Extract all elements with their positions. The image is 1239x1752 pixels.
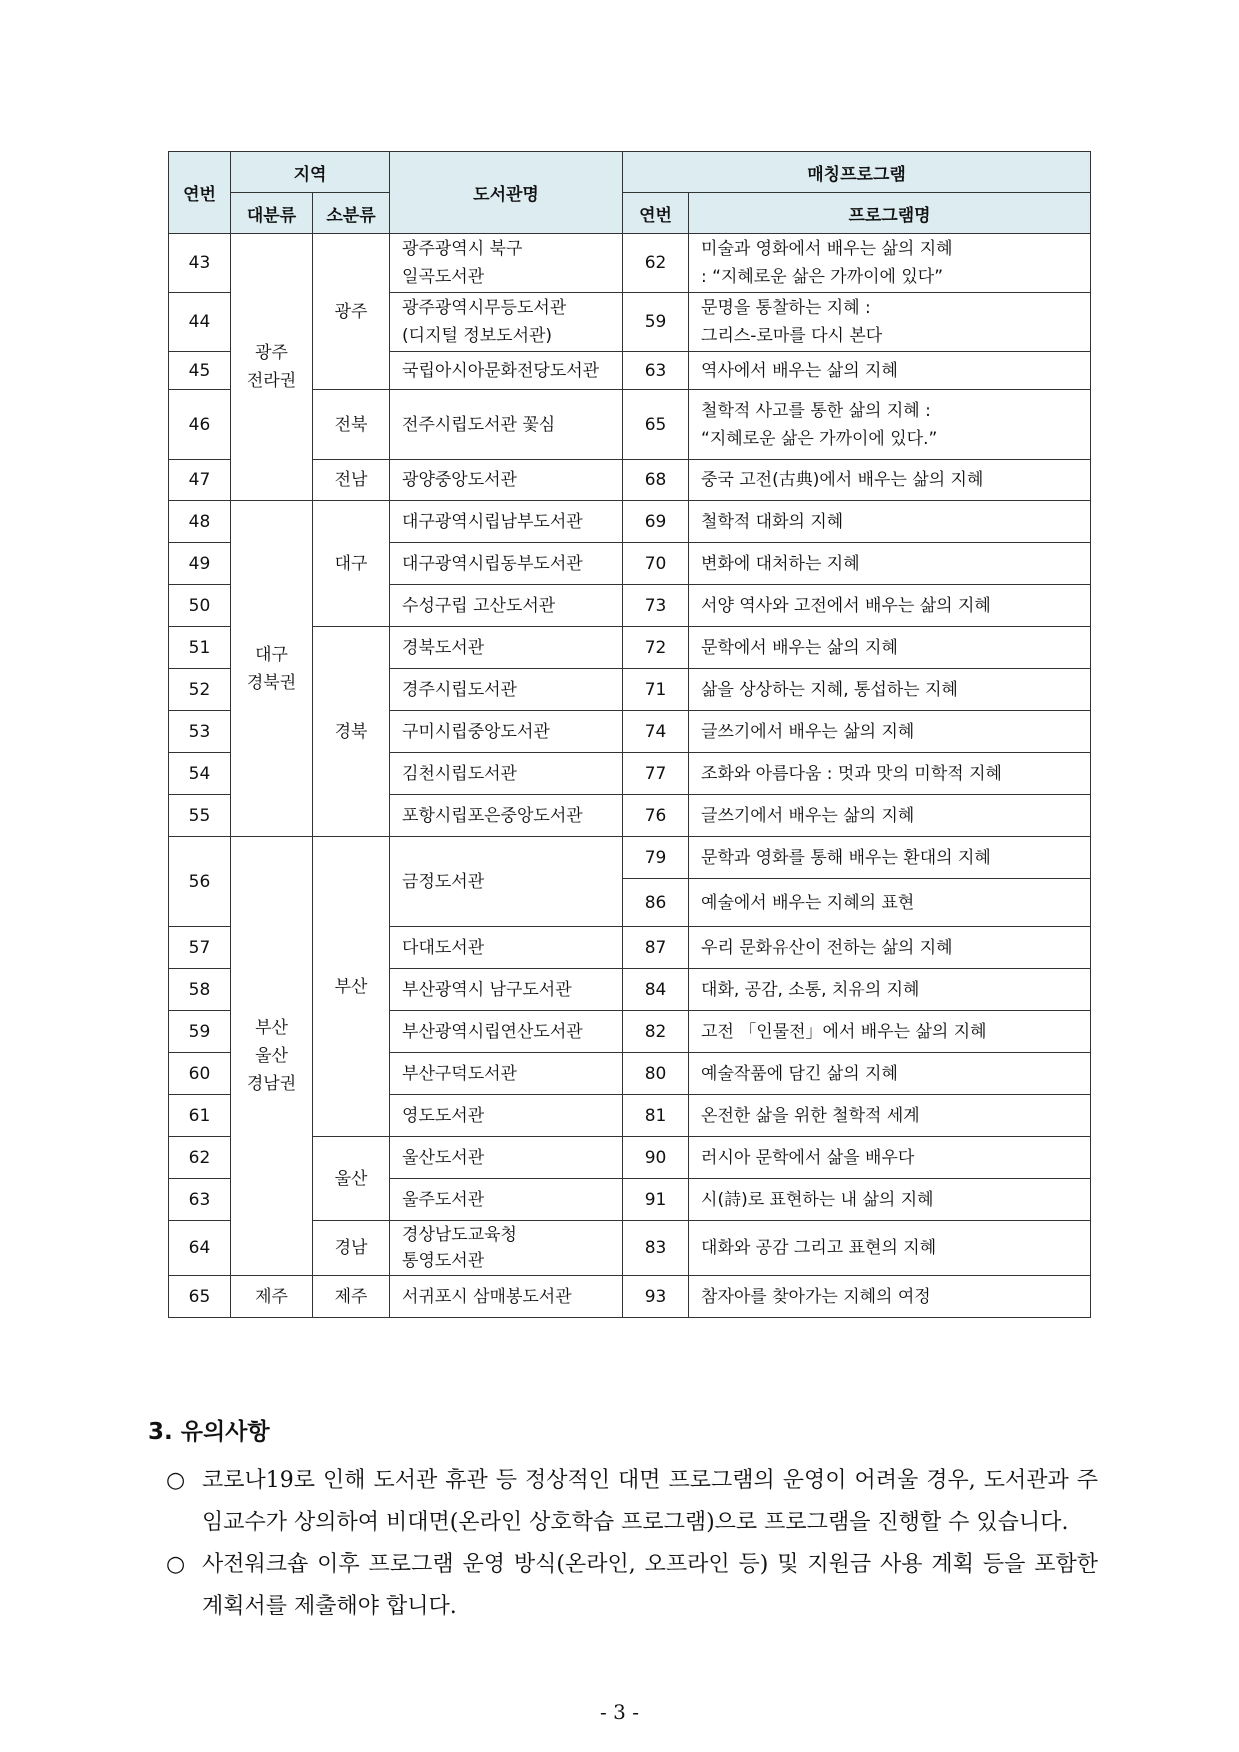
program-no: 79 bbox=[623, 837, 689, 879]
header-minor: 소분류 bbox=[313, 193, 390, 234]
library-name: 서귀포시 삼매봉도서관 bbox=[390, 1276, 623, 1318]
program-name: 시(詩)로 표현하는 내 삶의 지혜 bbox=[689, 1179, 1091, 1221]
program-no: 80 bbox=[623, 1053, 689, 1095]
program-no: 63 bbox=[623, 352, 689, 390]
program-name: 글쓰기에서 배우는 삶의 지혜 bbox=[689, 711, 1091, 753]
program-name: 중국 고전(古典)에서 배우는 삶의 지혜 bbox=[689, 460, 1091, 501]
program-name: 문학에서 배우는 삶의 지혜 bbox=[689, 627, 1091, 669]
table-body bbox=[169, 234, 1091, 1318]
minor-region: 부산 bbox=[313, 837, 390, 1137]
program-no: 59 bbox=[623, 293, 689, 352]
row-no: 55 bbox=[169, 795, 231, 837]
header-prog-no: 연번 bbox=[623, 193, 689, 234]
program-name: 변화에 대처하는 지혜 bbox=[689, 543, 1091, 585]
library-name: 경주시립도서관 bbox=[390, 669, 623, 711]
program-no: 68 bbox=[623, 460, 689, 501]
program-name: 예술에서 배우는 지혜의 표현 bbox=[689, 879, 1091, 927]
program-no: 69 bbox=[623, 501, 689, 543]
program-name: 철학적 사고를 통한 삶의 지혜 : “지혜로운 삶은 가까이에 있다.” bbox=[689, 390, 1091, 460]
bullet-circle-icon: ○ bbox=[166, 1468, 186, 1493]
minor-region: 울산 bbox=[313, 1137, 390, 1221]
program-name: 온전한 삶을 위한 철학적 세계 bbox=[689, 1095, 1091, 1137]
program-no: 90 bbox=[623, 1137, 689, 1179]
program-name: 우리 문화유산이 전하는 삶의 지혜 bbox=[689, 927, 1091, 969]
major-region: 제주 bbox=[231, 1276, 313, 1318]
header-no: 연번 bbox=[169, 152, 231, 234]
major-region: 대구 경북권 bbox=[231, 501, 313, 837]
program-name: 문학과 영화를 통해 배우는 환대의 지혜 bbox=[689, 837, 1091, 879]
row-no: 50 bbox=[169, 585, 231, 627]
program-name: 대화와 공감 그리고 표현의 지혜 bbox=[689, 1221, 1091, 1276]
program-no: 87 bbox=[623, 927, 689, 969]
row-no: 61 bbox=[169, 1095, 231, 1137]
header-major: 대분류 bbox=[231, 193, 313, 234]
table-row bbox=[169, 501, 1091, 543]
program-no: 65 bbox=[623, 390, 689, 460]
program-no: 91 bbox=[623, 1179, 689, 1221]
row-no: 65 bbox=[169, 1276, 231, 1318]
library-name: 다대도서관 bbox=[390, 927, 623, 969]
minor-region: 전북 bbox=[313, 390, 390, 460]
library-name: 수성구립 고산도서관 bbox=[390, 585, 623, 627]
row-no: 57 bbox=[169, 927, 231, 969]
library-name: 구미시립중앙도서관 bbox=[390, 711, 623, 753]
row-no: 44 bbox=[169, 293, 231, 352]
program-no: 71 bbox=[623, 669, 689, 711]
library-name: 경상남도교육청 통영도서관 bbox=[390, 1221, 623, 1276]
program-name: 조화와 아름다움 : 멋과 맛의 미학적 지혜 bbox=[689, 753, 1091, 795]
minor-region: 경남 bbox=[313, 1221, 390, 1276]
header-region: 지역 bbox=[231, 152, 390, 193]
program-name: 문명을 통찰하는 지혜 : 그리스-로마를 다시 본다 bbox=[689, 293, 1091, 352]
library-name: 전주시립도서관 꽃심 bbox=[390, 390, 623, 460]
row-no: 43 bbox=[169, 234, 231, 293]
program-no: 72 bbox=[623, 627, 689, 669]
library-name: 영도도서관 bbox=[390, 1095, 623, 1137]
library-name: 대구광역시립남부도서관 bbox=[390, 501, 623, 543]
header-library: 도서관명 bbox=[390, 152, 623, 234]
bullet-circle-icon: ○ bbox=[166, 1552, 186, 1577]
library-name: 경북도서관 bbox=[390, 627, 623, 669]
program-no: 82 bbox=[623, 1011, 689, 1053]
table-row bbox=[169, 1276, 1091, 1318]
row-no: 51 bbox=[169, 627, 231, 669]
row-no: 48 bbox=[169, 501, 231, 543]
page-number: - 3 - bbox=[600, 1700, 639, 1724]
library-name: 금정도서관 bbox=[390, 837, 623, 927]
row-no: 52 bbox=[169, 669, 231, 711]
row-no: 53 bbox=[169, 711, 231, 753]
note-item bbox=[148, 1460, 1098, 1544]
note-text: 코로나19로 인해 도서관 휴관 등 정상적인 대면 프로그램의 운영이 어려울 경우, 도서관과 주임교수가 상의하여 비대면(온라인 상호학습 프로그램)으로 프로그램을 진행할 수 있습니다. bbox=[202, 1468, 1098, 1535]
program-no: 76 bbox=[623, 795, 689, 837]
minor-region: 제주 bbox=[313, 1276, 390, 1318]
row-no: 60 bbox=[169, 1053, 231, 1095]
note-item bbox=[148, 1544, 1098, 1628]
library-name: 광양중앙도서관 bbox=[390, 460, 623, 501]
row-no: 49 bbox=[169, 543, 231, 585]
program-no: 62 bbox=[623, 234, 689, 293]
minor-region: 대구 bbox=[313, 501, 390, 627]
program-no: 70 bbox=[623, 543, 689, 585]
library-name: 포항시립포은중앙도서관 bbox=[390, 795, 623, 837]
program-name: 철학적 대화의 지혜 bbox=[689, 501, 1091, 543]
program-no: 84 bbox=[623, 969, 689, 1011]
program-name: 글쓰기에서 배우는 삶의 지혜 bbox=[689, 795, 1091, 837]
program-no: 73 bbox=[623, 585, 689, 627]
program-no: 81 bbox=[623, 1095, 689, 1137]
library-name: 대구광역시립동부도서관 bbox=[390, 543, 623, 585]
library-name: 광주광역시 북구 일곡도서관 bbox=[390, 234, 623, 293]
notes-section bbox=[148, 1413, 1098, 1628]
major-region: 부산 울산 경남권 bbox=[231, 837, 313, 1276]
program-no: 77 bbox=[623, 753, 689, 795]
minor-region: 광주 bbox=[313, 234, 390, 390]
header-matching: 매칭프로그램 bbox=[623, 152, 1091, 193]
library-name: 울주도서관 bbox=[390, 1179, 623, 1221]
row-no: 47 bbox=[169, 460, 231, 501]
library-name: 부산구덕도서관 bbox=[390, 1053, 623, 1095]
library-name: 김천시립도서관 bbox=[390, 753, 623, 795]
library-name: 국립아시아문화전당도서관 bbox=[390, 352, 623, 390]
table-row bbox=[169, 837, 1091, 879]
row-no: 64 bbox=[169, 1221, 231, 1276]
header-prog-name: 프로그램명 bbox=[689, 193, 1091, 234]
row-no: 56 bbox=[169, 837, 231, 927]
row-no: 59 bbox=[169, 1011, 231, 1053]
program-name: 대화, 공감, 소통, 치유의 지혜 bbox=[689, 969, 1091, 1011]
notes-heading: 3. 유의사항 bbox=[148, 1419, 270, 1445]
minor-region: 경북 bbox=[313, 627, 390, 837]
note-text: 사전워크숍 이후 프로그램 운영 방식(온라인, 오프라인 등) 및 지원금 사용 계획 등을 포함한 계획서를 제출해야 합니다. bbox=[202, 1552, 1098, 1619]
program-no: 86 bbox=[623, 879, 689, 927]
program-name: 서양 역사와 고전에서 배우는 삶의 지혜 bbox=[689, 585, 1091, 627]
library-program-table bbox=[168, 151, 1091, 1318]
library-name: 광주광역시무등도서관 (디지털 정보도서관) bbox=[390, 293, 623, 352]
library-name: 울산도서관 bbox=[390, 1137, 623, 1179]
program-name: 삶을 상상하는 지혜, 통섭하는 지혜 bbox=[689, 669, 1091, 711]
program-no: 83 bbox=[623, 1221, 689, 1276]
program-name: 러시아 문학에서 삶을 배우다 bbox=[689, 1137, 1091, 1179]
library-name: 부산광역시립연산도서관 bbox=[390, 1011, 623, 1053]
row-no: 62 bbox=[169, 1137, 231, 1179]
row-no: 45 bbox=[169, 352, 231, 390]
program-name: 고전 「인물전」에서 배우는 삶의 지혜 bbox=[689, 1011, 1091, 1053]
row-no: 63 bbox=[169, 1179, 231, 1221]
row-no: 54 bbox=[169, 753, 231, 795]
table-header bbox=[169, 152, 1091, 234]
program-no: 93 bbox=[623, 1276, 689, 1318]
program-name: 예술작품에 담긴 삶의 지혜 bbox=[689, 1053, 1091, 1095]
row-no: 46 bbox=[169, 390, 231, 460]
major-region: 광주 전라권 bbox=[231, 234, 313, 501]
minor-region: 전남 bbox=[313, 460, 390, 501]
row-no: 58 bbox=[169, 969, 231, 1011]
program-name: 미술과 영화에서 배우는 삶의 지혜 : “지혜로운 삶은 가까이에 있다” bbox=[689, 234, 1091, 293]
program-no: 74 bbox=[623, 711, 689, 753]
library-name: 부산광역시 남구도서관 bbox=[390, 969, 623, 1011]
program-name: 역사에서 배우는 삶의 지혜 bbox=[689, 352, 1091, 390]
program-name: 참자아를 찾아가는 지혜의 여정 bbox=[689, 1276, 1091, 1318]
table-row bbox=[169, 234, 1091, 293]
